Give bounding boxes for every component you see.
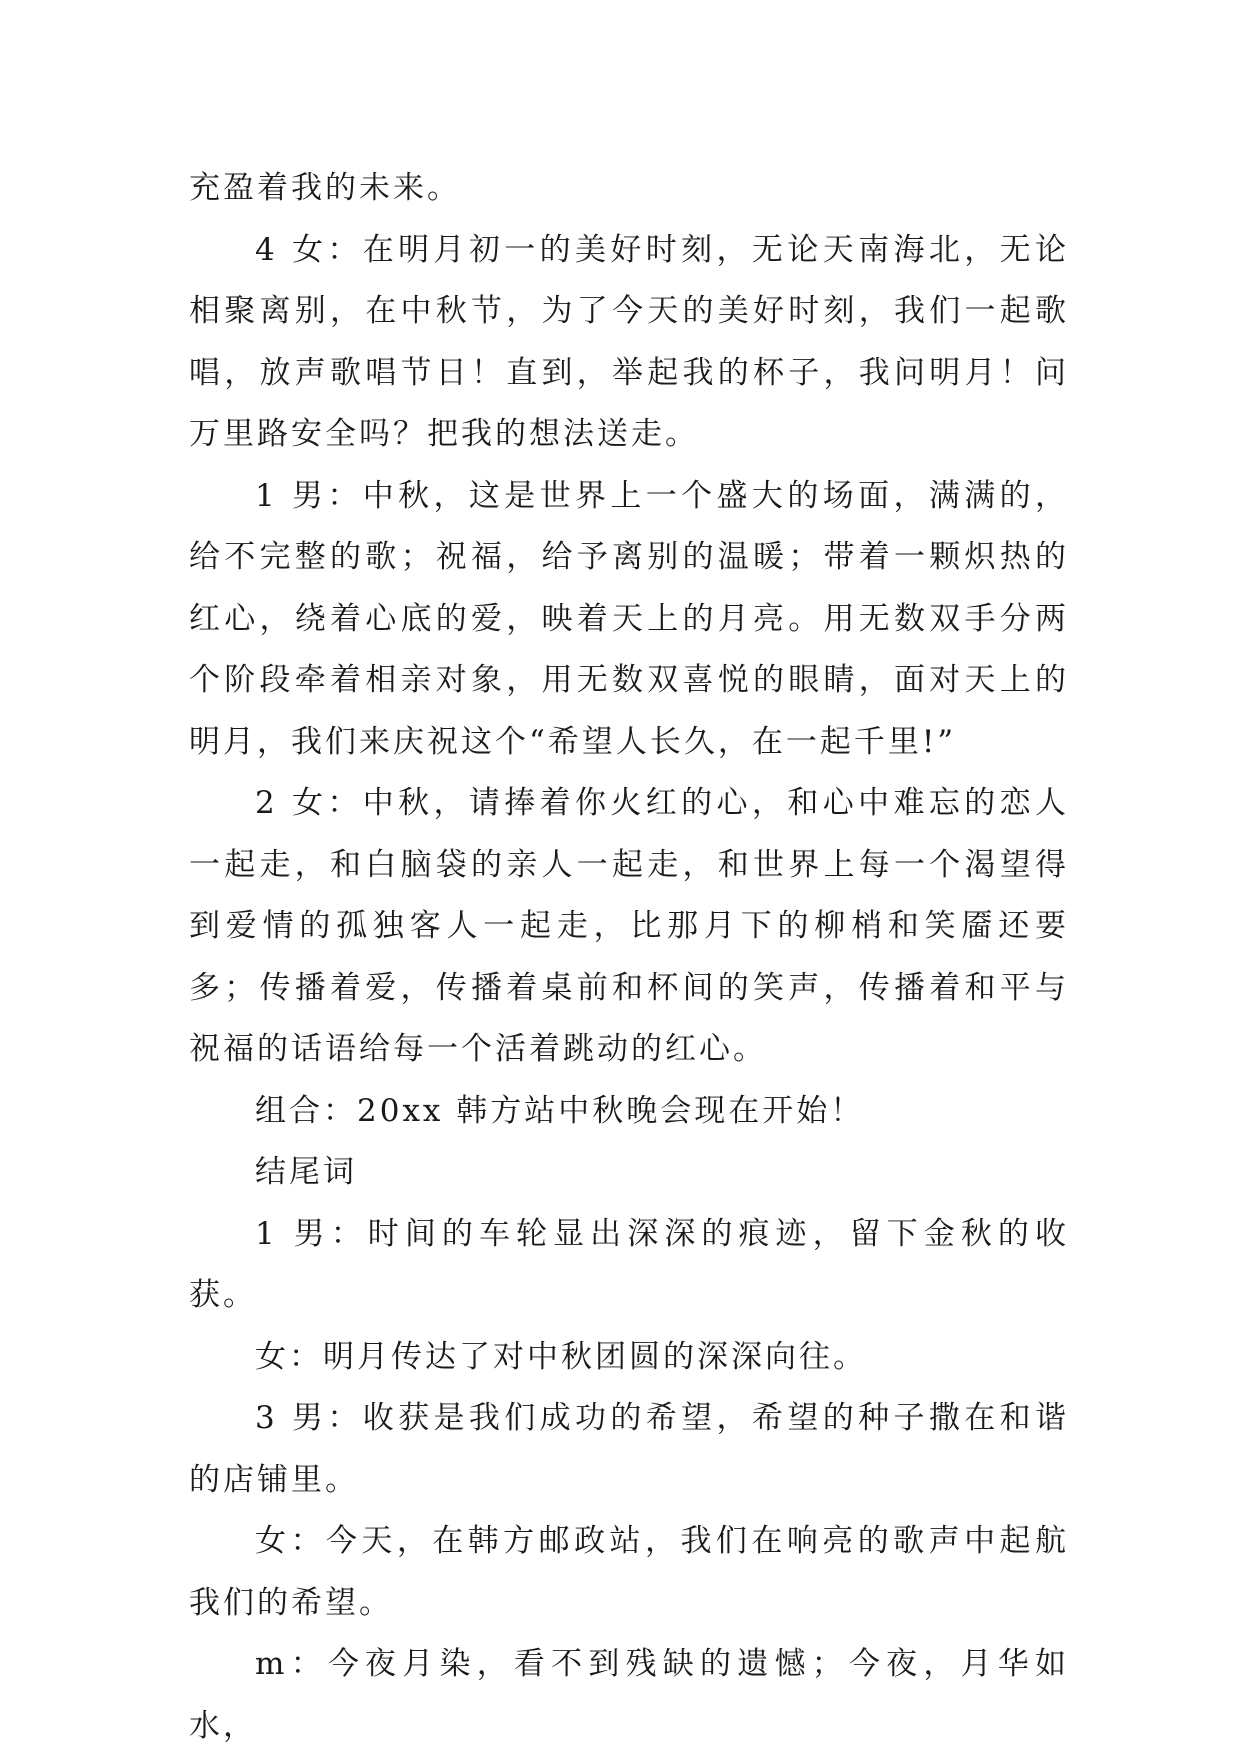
paragraph-continuation: 充盈着我的未来。 [189, 170, 461, 206]
paragraph-closing-m: m：今夜月染，看不到残缺的遗憾；今夜，月华如水， [189, 1646, 1069, 1744]
paragraph-closing-female: 女：明月传达了对中秋团圆的深深向往。 [255, 1338, 867, 1375]
paragraph-2-female: 2 女：中秋，请捧着你火红的心，和心中难忘的恋人一起走，和白脑袋的亲人一起走，和世界上每一个渴望得到爱情的孤独客人一起走，比那月下的柳梢和笑靥还要多；传播着爱，传播着桌前和杯间的笑声，传播着和平与祝福的话语给每一个活着跳动的红心。 [189, 785, 1069, 1067]
section-heading-closing: 结尾词 [255, 1154, 357, 1190]
paragraph-closing-3-male: 3 男：收获是我们成功的希望，希望的种子撒在和谐的店铺里。 [189, 1400, 1069, 1498]
paragraph-closing-1-male: 1 男：时间的车轮显出深深的痕迹，留下金秋的收获。 [189, 1215, 1069, 1313]
paragraph-1-male: 1 男：中秋，这是世界上一个盛大的场面，满满的，给不完整的歌；祝福，给予离别的温暖；带着一颗炽热的红心，绕着心底的爱，映着天上的月亮。用无数双手分两个阶段牵着相亲对象，用无数双喜悦的眼睛，面对天上的明月，我们来庆祝这个“希望人长久，在一起千里!” [189, 477, 1069, 760]
paragraph-4-female: 4 女：在明月初一的美好时刻，无论天南海北，无论相聚离别，在中秋节，为了今天的美好时刻，我们一起歌唱，放声歌唱节日！直到，举起我的杯子，我问明月！问万里路安全吗？把我的想法送走。 [189, 231, 1069, 452]
paragraph-closing-female-2: 女：今天，在韩方邮政站，我们在响亮的歌声中起航我们的希望。 [189, 1523, 1069, 1621]
document-body [189, 158, 1069, 1757]
paragraph-ensemble: 组合：20xx 韩方站中秋晚会现在开始！ [255, 1092, 865, 1129]
